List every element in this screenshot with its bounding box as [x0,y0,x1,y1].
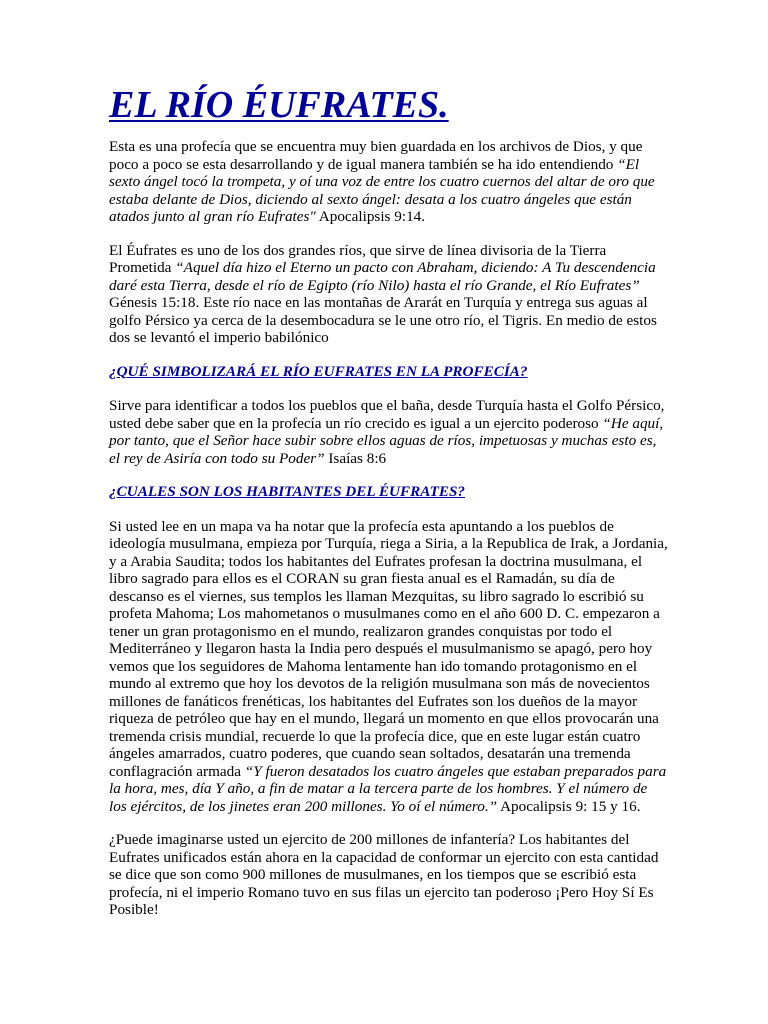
scripture-reference: Apocalipsis 9:14. [315,208,426,225]
section-heading-inhabitants: ¿CUALES SON LOS HABITANTES DEL ÉUFRATES? [109,483,466,500]
scripture-reference: Isaías 8:6 [324,449,387,467]
scripture-quote: “Aquel día hizo el Eterno un pacto con Abraham, diciendo: A Tu descendencia daré esta Tierra, desde el río de Egipto (río Nilo) hasta el río Grande, el Río Eufrates” [109,259,656,294]
scripture-quote: “He aquí, por tanto, que el Señor hace subir sobre ellos aguas de ríos, impetuosas y muchas esto es, el rey de Asiría con todo su Poder” [109,414,664,467]
paragraph-symbol [109,397,668,467]
paragraph-text: Génesis 15:18. Este río nace en las montañas de Ararát en Turquía y entrega sus aguas al golfo Pérsico ya cerca de la desembocadura se le une otro río, el Tigris. En medio de estos dos se levantó el imperio babilónico [109,294,657,346]
paragraph-euphrates [109,242,668,347]
paragraph-intro [109,138,668,226]
paragraph-conclusion: ¿Puede imaginarse usted un ejercito de 200 millones de infantería? Los habitantes del Eufrates unificados están ahora en la capacidad de conformar un ejercito con esta cantidad se dice que son como 900 millones de musulmanes, en los tiempos que se escribió esta profecía, ni el imperio Romano tuvo en sus filas un ejercito tan poderoso ¡Pero Hoy Sí Es Posible! [109,831,659,918]
paragraph-text: Si usted lee en un mapa va ha notar que la profecía esta apuntando a los pueblos de ideología musulmana, empieza por Turquía, riega a Siria, a la Republica de Irak, a Jordania, y a Arabia Saudita; todos los habitantes del Eufrates profesan la doctrina musulmana, el libro sagrado para ellos es el CORAN su gran fiesta anual es el Ramadán, su día de descanso es el viernes, sus templos les llaman Mezquitas, su libro sagrado lo escribió su profeta Mahoma; Los mahometanos o musulmanes como en el año 600 D. C. empezaron a tener un gran protagonismo en el mundo, realizaron grandes conquistas por todo el Mediterráneo y llegaron hasta la India pero después el musulmanismo se apagó, pero hoy vemos que los seguidores de Mahoma lentamente han ido tomando protagonismo en el mundo al extremo que hoy los devotos de la religión musulmana son más de novecientos millones de fanáticos frenéticas, los habitantes del Eufrates son los dueños de la mayor riqueza de petróleo que hay en el mundo, llegará un momento en que ellos provocarán una tremenda crisis mundial, recuerde lo que la profecía dice, que en este lugar están cuatro ángeles amarrados, cuatro poderes, que cuando sean soltados, desatarán una tremenda conflagración armada [109,517,668,780]
scripture-quote: “El sexto ángel tocó la trompeta, y oí una voz de entre los cuatro cuernos del altar de oro que estaba delante de Dios, diciendo al sexto ángel: desata a los cuatro ángeles que están atados junto al gran río Eufrates" [109,155,655,225]
paragraph-text: El Éufrates es uno de los dos grandes ríos, que sirve de línea divisoria de la Tierra Prometida [109,241,607,276]
paragraph-text: Esta es una profecía que se encuentra muy bien guardada en los archivos de Dios, y que poco a poco se esta desarrollando y de igual manera también se ha ido entendiendo [109,138,643,173]
paragraph-inhabitants [109,518,668,816]
section-heading-symbol: ¿QUÉ SIMBOLIZARÁ EL RÍO EUFRATES EN LA PROFECÍA? [109,362,528,380]
scripture-reference: Apocalipsis 9: 15 y 16. [497,797,641,815]
document-title: EL RÍO ÉUFRATES. [109,84,449,126]
paragraph-text: Sirve para identificar a todos los pueblos que el baña, desde Turquía hasta el Golfo Pérsico, usted debe saber que en la profecía un río crecido es igual a un ejercito poderoso [109,397,665,432]
scripture-quote: “Y fueron desatados los cuatro ángeles que estaban preparados para la hora, mes, día Y año, a fin de matar a la tercera parte de los hombres. Y el número de los ejércitos, de los jinetes eran 200 millones. Yo oí el número.” [109,762,667,815]
